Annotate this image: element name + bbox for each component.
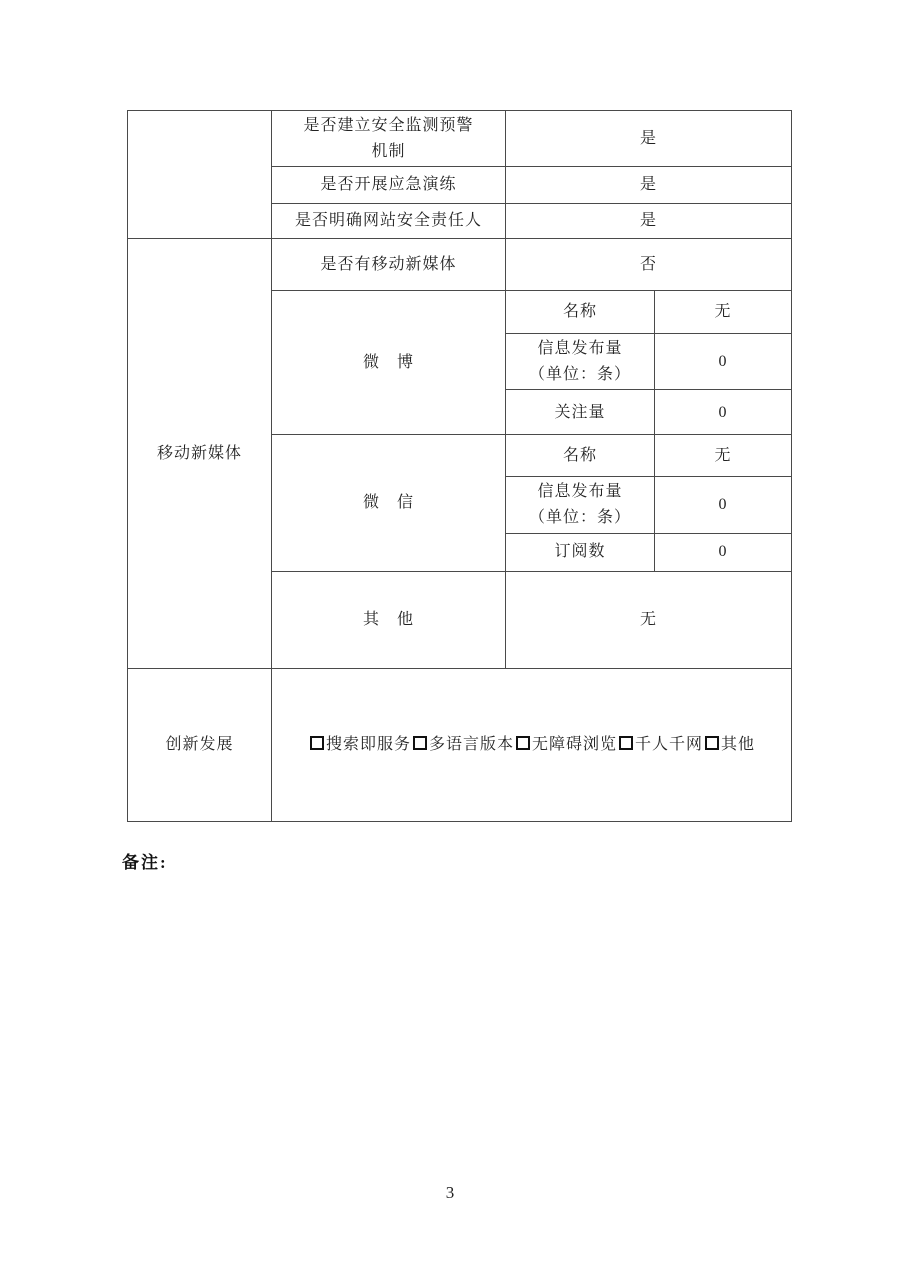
answer-cell: 是 bbox=[506, 111, 792, 167]
label-cell: 关注量 bbox=[506, 390, 655, 435]
table-row bbox=[128, 111, 792, 167]
label-cell: 订阅数 bbox=[506, 533, 655, 571]
checkbox-icon bbox=[310, 736, 324, 750]
value-cell: 0 bbox=[655, 390, 792, 435]
table-row bbox=[128, 239, 792, 291]
question-cell: 是否建立安全监测预警 机制 bbox=[272, 111, 506, 167]
value-cell: 0 bbox=[655, 334, 792, 390]
subgroup-cell-wechat: 微 信 bbox=[272, 435, 506, 571]
label-cell: 名称 bbox=[506, 291, 655, 334]
question-cell: 是否明确网站安全责任人 bbox=[272, 204, 506, 239]
group-cell-mobile-media: 移动新媒体 bbox=[128, 239, 272, 668]
value-cell: 无 bbox=[655, 291, 792, 334]
group-cell-empty bbox=[128, 111, 272, 239]
question-cell: 是否有移动新媒体 bbox=[272, 239, 506, 291]
checkbox-label: 多语言版本 bbox=[428, 735, 514, 753]
label-cell: 信息发布量 （单位：条） bbox=[506, 334, 655, 390]
value-cell: 无 bbox=[506, 571, 792, 668]
checkbox-icon bbox=[413, 736, 427, 750]
checkbox-label: 千人千网 bbox=[635, 735, 704, 753]
remarks-label: 备注: bbox=[122, 853, 168, 872]
label-cell: 信息发布量 （单位：条） bbox=[506, 477, 655, 533]
checkbox-label: 其他 bbox=[721, 735, 756, 753]
group-cell-innovation: 创新发展 bbox=[128, 668, 272, 821]
value-cell: 0 bbox=[655, 477, 792, 533]
subgroup-cell-weibo: 微 博 bbox=[272, 291, 506, 435]
table-row bbox=[128, 668, 792, 821]
label-cell: 名称 bbox=[506, 435, 655, 477]
answer-cell: 否 bbox=[506, 239, 792, 291]
innovation-options-cell bbox=[272, 668, 792, 821]
value-cell: 无 bbox=[655, 435, 792, 477]
answer-cell: 是 bbox=[506, 167, 792, 204]
answer-cell: 是 bbox=[506, 204, 792, 239]
value-cell: 0 bbox=[655, 533, 792, 571]
innovation-options bbox=[308, 736, 755, 753]
subgroup-cell-other: 其 他 bbox=[272, 571, 506, 668]
checkbox-label: 无障碍浏览 bbox=[532, 735, 618, 753]
page-number: 3 bbox=[445, 1183, 455, 1202]
checkbox-icon bbox=[516, 736, 530, 750]
annual-report-table bbox=[127, 110, 792, 822]
checkbox-icon bbox=[705, 736, 719, 750]
question-cell: 是否开展应急演练 bbox=[272, 167, 506, 204]
checkbox-label: 搜索即服务 bbox=[325, 735, 411, 753]
checkbox-icon bbox=[619, 736, 633, 750]
